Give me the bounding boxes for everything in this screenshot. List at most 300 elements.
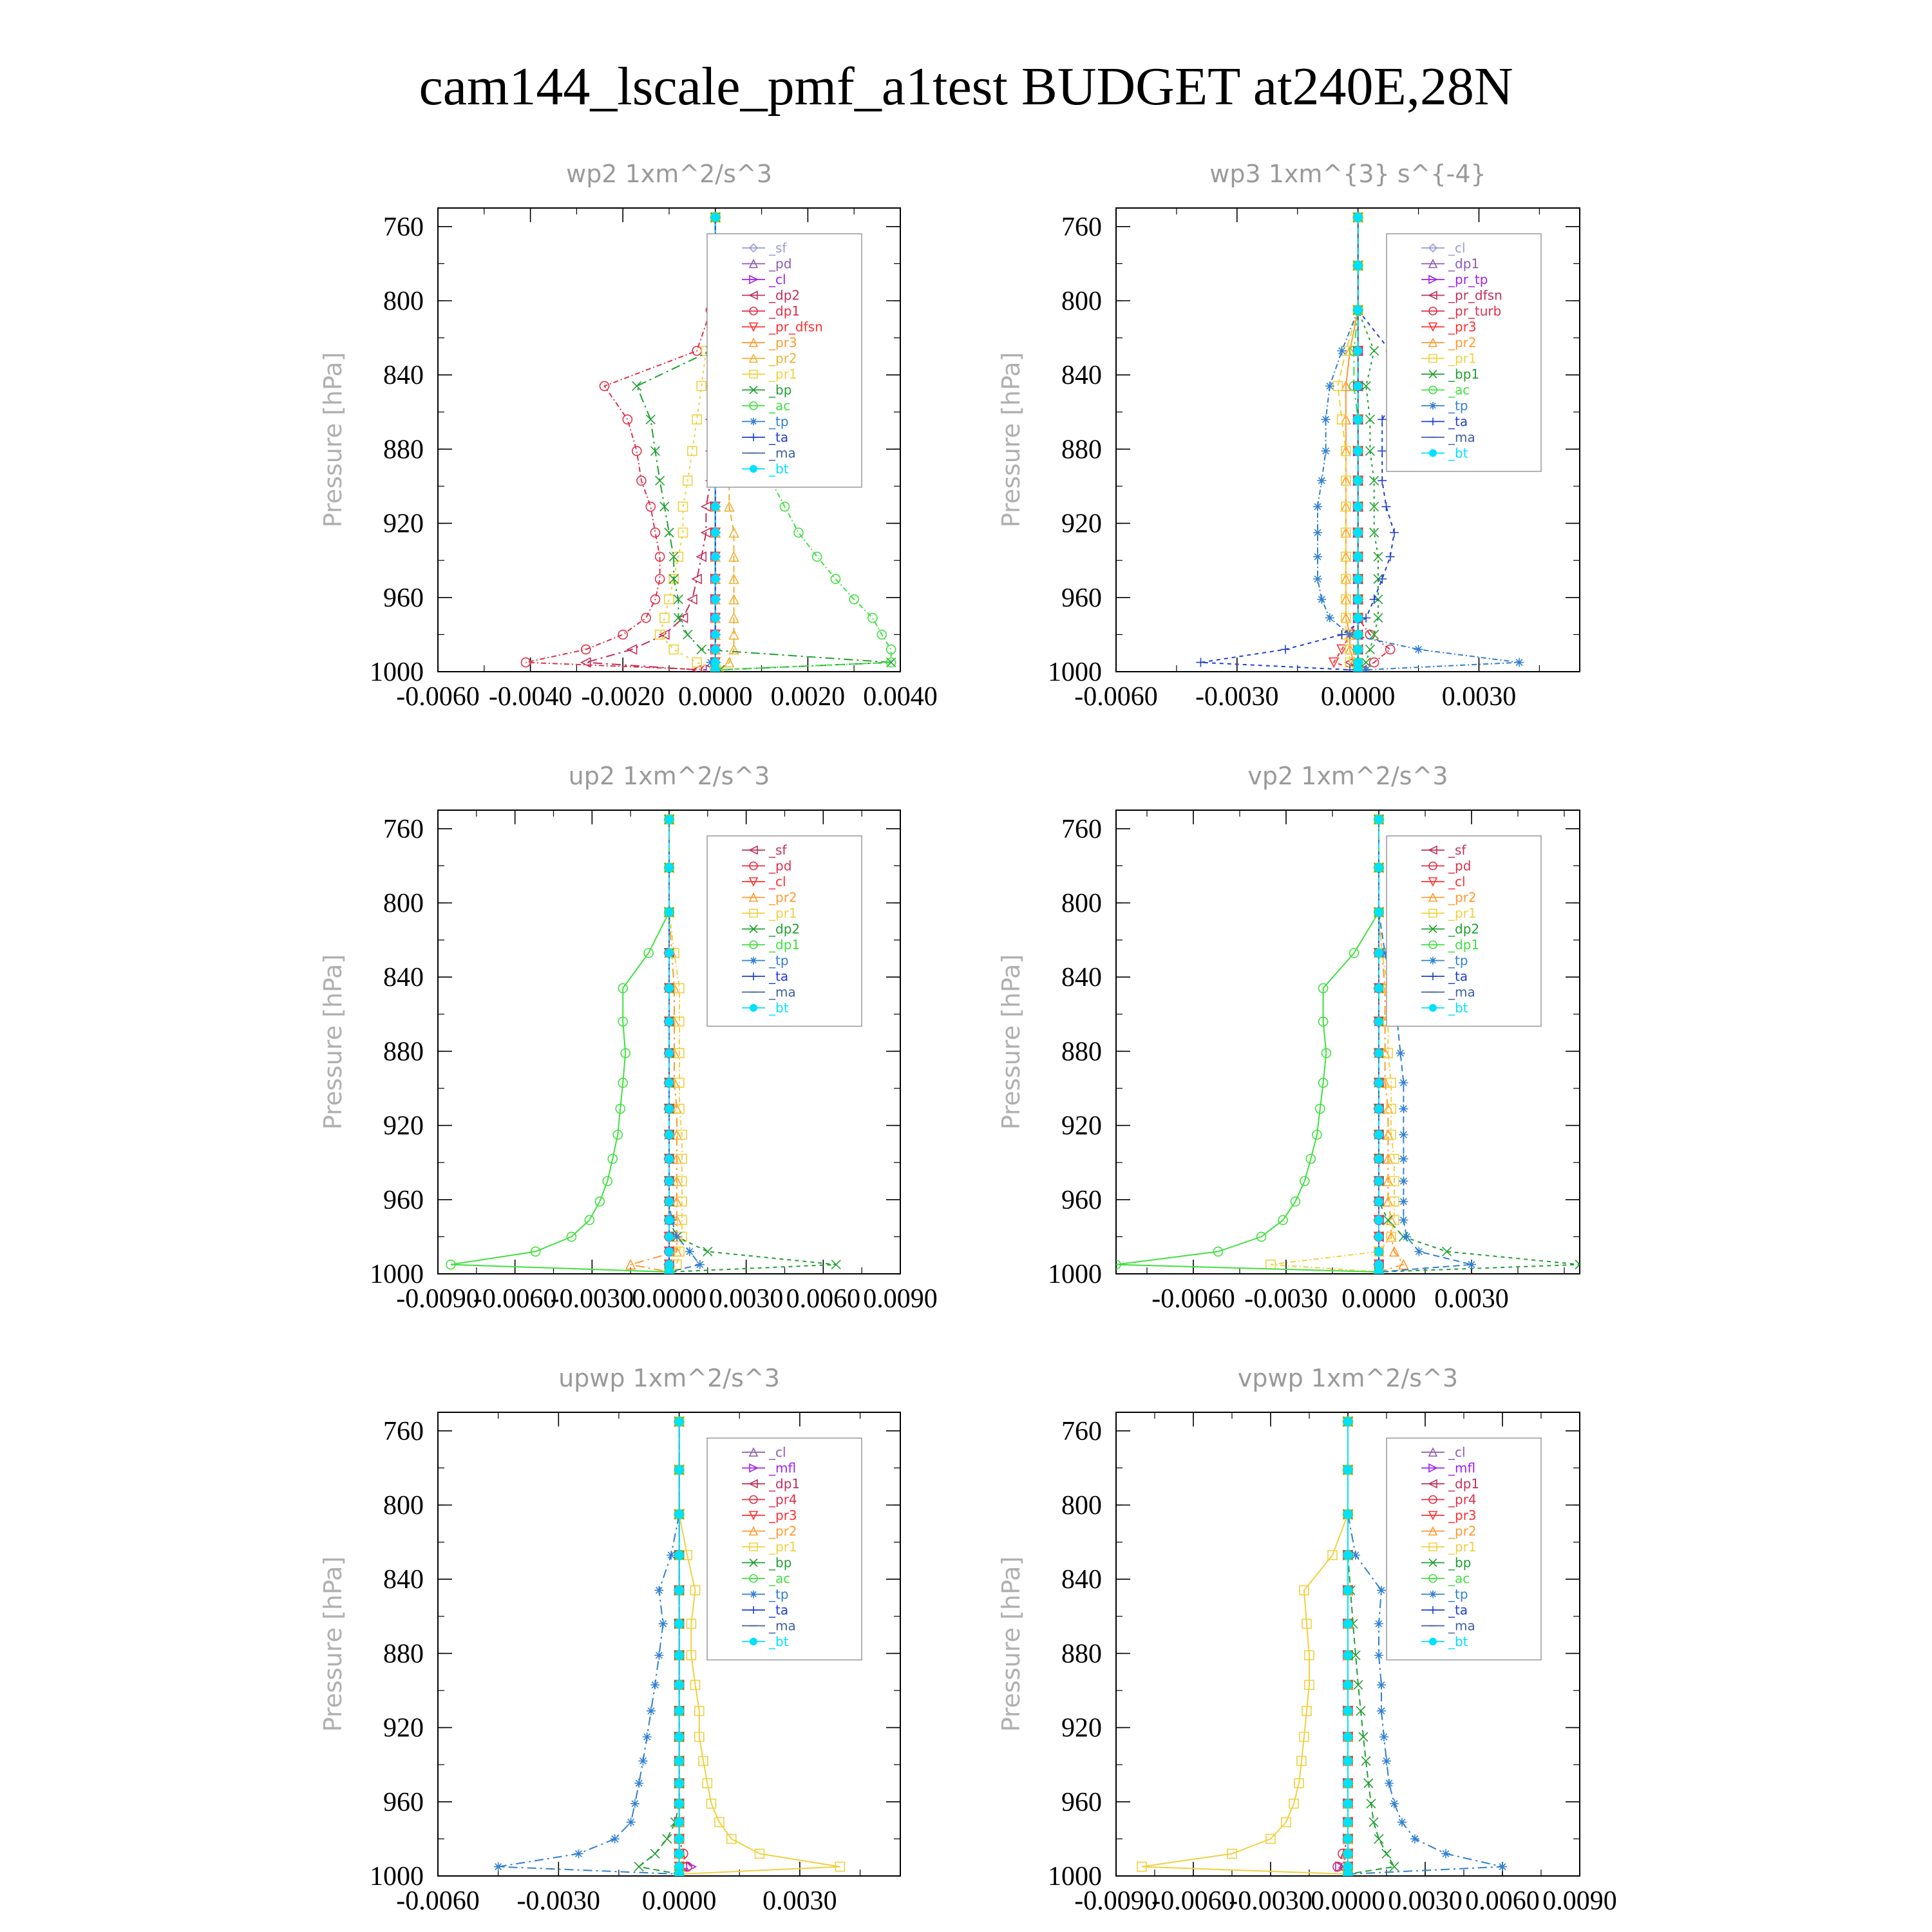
data-point [665,1247,674,1256]
legend [1387,836,1541,1027]
x-tick-label: 0.0030 [762,1886,837,1916]
data-point [675,1849,684,1858]
legend-label: _tp [769,1586,789,1602]
legend-label: _pr_turb [1448,303,1502,319]
data-point [494,1862,503,1871]
data-point [868,613,877,622]
legend-label: _bt [1448,1634,1468,1649]
data-point [1399,1130,1408,1139]
y-tick-label: 800 [1061,287,1102,316]
legend-label: _pr_dfsn [1448,287,1502,303]
legend-label: _bp1 [1448,366,1480,382]
legend-label: _pd [1448,858,1472,874]
y-tick-label: 840 [383,361,424,391]
legend-label: _tp [769,952,789,969]
data-point [1410,1834,1419,1843]
data-point [1399,1177,1408,1186]
x-tick-label: 0.0030 [1434,1284,1509,1314]
data-point [1385,1779,1394,1788]
data-point [1370,595,1379,604]
x-tick-label: -0.0060 [1151,1886,1235,1916]
data-point [831,1260,840,1269]
data-point [675,1551,684,1560]
chart-panels [319,160,1617,1916]
y-tick-label: 840 [1061,1565,1102,1595]
data-point [697,381,706,390]
legend-label: _ta [769,430,789,445]
data-point [1386,645,1395,654]
data-point [675,1619,684,1628]
data-point [574,1849,583,1858]
x-tick-label: -0.0060 [396,1886,480,1916]
data-point [1374,1048,1383,1057]
data-point [1374,1232,1383,1241]
x-tick-label: 0.0000 [1341,1284,1416,1314]
data-point [1386,552,1395,561]
legend-marker [1429,402,1437,410]
x-tick-label: 0.0000 [641,1886,717,1916]
y-axis-label: Pressure [hPa] [319,954,347,1130]
y-tick-label: 920 [1061,1713,1102,1743]
data-point [1321,446,1331,455]
data-point [1354,346,1363,355]
y-tick-label: 880 [383,435,424,465]
data-point [1374,1651,1383,1660]
data-point [1374,907,1383,916]
data-point [1325,613,1334,622]
series-line-pr1 [1142,1421,1348,1874]
legend-label: _dp1 [1448,1476,1480,1492]
data-point [1354,613,1363,622]
data-point [646,415,655,424]
data-point [1374,613,1383,622]
data-point [665,1017,674,1026]
series-line-bp [639,1421,679,1874]
data-point [1498,1862,1507,1871]
y-tick-label: 760 [1061,1416,1102,1446]
data-point [711,630,720,639]
x-tick-label: -0.0020 [581,682,665,712]
legend-label: _sf [769,842,787,858]
legend-label: _bt [769,1634,789,1649]
data-point [660,613,669,622]
page-title: cam144_lscale_pmf_a1test BUDGET at240E,28N [419,57,1513,117]
data-point [1343,1732,1352,1741]
data-point [1378,574,1387,583]
y-tick-label: 960 [1061,1185,1102,1215]
data-point [1354,213,1363,222]
data-point [1515,658,1524,667]
data-point [665,983,674,992]
y-axis-label: Pressure [hPa] [997,352,1025,528]
legend-label: _ta [1448,413,1468,430]
legend-label: _tp [1448,1586,1468,1602]
data-point [650,1849,659,1858]
legend-marker [1429,957,1437,965]
y-tick-label: 920 [1061,1111,1102,1141]
data-point [665,1232,674,1241]
legend [1387,1438,1541,1660]
y-tick-label: 840 [383,963,424,993]
data-point [1313,502,1322,511]
x-tick-label: 0.0030 [708,1284,784,1314]
data-point [688,595,697,604]
data-point [1354,665,1363,674]
x-tick-label: -0.0040 [488,682,573,712]
data-point [1354,415,1363,424]
legend-label: _pr1 [1448,905,1477,921]
y-tick-label: 1000 [370,1862,424,1891]
y-tick-label: 920 [383,509,424,539]
data-point [711,213,720,222]
data-point [1354,502,1363,511]
data-point [1390,528,1399,537]
data-point [1313,528,1322,537]
data-point [656,574,665,583]
legend-label: _ma [769,1618,796,1634]
data-point [1374,1197,1383,1206]
data-point [1354,552,1363,561]
legend-label: _ta [769,1602,789,1618]
y-tick-label: 960 [1061,583,1102,613]
data-point [1343,1817,1352,1826]
data-point [1343,1680,1352,1689]
series-line-dp1 [526,217,715,670]
data-point [1281,645,1290,654]
chart-title: upwp 1xm^2/s^3 [558,1364,780,1392]
data-point [1354,261,1363,270]
y-axis-label: Pressure [hPa] [997,1556,1025,1732]
data-point [696,1260,705,1269]
data-point [1374,1154,1383,1163]
data-point [711,595,720,604]
data-point [632,381,641,390]
data-point [663,1834,672,1843]
x-tick-label: -0.0030 [1244,1284,1328,1314]
data-point [654,1651,663,1660]
data-point [1377,1707,1386,1716]
data-point [665,1104,674,1113]
legend-label: _sf [769,240,787,256]
legend-label: _cl [769,874,786,889]
data-point [692,574,701,583]
legend-label: _ma [769,445,796,461]
x-tick-label: -0.0030 [1229,1886,1312,1916]
data-point [1399,1215,1408,1224]
data-point [1343,1834,1352,1843]
data-point [683,630,692,639]
y-tick-label: 760 [383,212,424,242]
legend-label: _mfl [1448,1460,1476,1476]
x-tick-label: 0.0000 [678,682,753,712]
y-tick-label: 760 [383,814,424,844]
data-point [1377,1680,1386,1689]
legend-label: _mfl [769,1460,797,1476]
data-point [1374,863,1383,872]
data-point [1365,645,1374,654]
data-point [647,1707,656,1716]
y-axis-label: Pressure [hPa] [319,352,347,528]
legend-marker [1429,1638,1437,1645]
data-point [665,1154,674,1163]
data-point [1354,645,1363,654]
legend-label: _ma [1448,984,1475,1000]
data-point [1397,1817,1406,1826]
data-point [665,1177,674,1186]
y-tick-label: 1000 [370,658,424,687]
data-point [646,502,655,511]
data-point [656,476,665,485]
y-tick-label: 880 [383,1037,424,1067]
x-tick-label: 0.0090 [1542,1886,1617,1916]
legend-label: _cl [1448,874,1466,889]
legend-label: _bt [1448,445,1468,461]
data-point [1354,630,1363,639]
data-point [654,1586,663,1595]
data-point [665,863,674,872]
chart-panel-4 [997,762,1584,1314]
chart-panel-2 [997,160,1580,712]
data-point [675,1756,684,1765]
y-tick-label: 960 [383,1185,424,1215]
data-point [1374,1078,1383,1087]
data-point [1354,381,1363,390]
data-point [1317,595,1326,604]
legend-label: _pr2 [769,1523,797,1539]
data-point [1361,665,1370,674]
legend-label: _bt [1448,1000,1468,1016]
data-point [650,1680,659,1689]
legend-label: _pr1 [1448,350,1477,366]
data-point [1378,476,1387,485]
legend-label: _pr3 [1448,319,1477,335]
data-point [638,1756,647,1765]
data-point [665,1215,674,1224]
data-point [1343,1756,1352,1765]
data-point [1343,1465,1352,1474]
data-point [1354,446,1363,455]
data-point [669,574,678,583]
chart-title: vpwp 1xm^2/s^3 [1237,1364,1459,1392]
data-point [627,1817,636,1826]
x-tick-label: 0.0030 [1388,1886,1463,1916]
y-axis-label: Pressure [hPa] [319,1556,347,1732]
y-tick-label: 920 [383,1111,424,1141]
legend-label: _ma [1448,430,1475,445]
legend-label: _dp1 [1448,256,1480,272]
data-point [641,613,650,622]
y-tick-label: 760 [1061,814,1102,844]
y-tick-label: 800 [383,889,424,918]
data-point [1374,1104,1383,1113]
data-point [672,1232,681,1241]
x-tick-label: 0.0040 [863,682,938,712]
legend-label: _tp [1448,398,1468,413]
data-point [665,1267,674,1276]
data-point [1377,1586,1386,1595]
data-point [711,613,720,622]
data-point [1379,1732,1388,1741]
x-tick-label: -0.0030 [516,1886,601,1916]
data-point [1441,1849,1450,1858]
y-tick-label: 920 [1061,509,1102,539]
data-point [665,815,674,824]
legend-label: _bt [769,1000,789,1016]
x-tick-label: -0.0060 [396,682,480,712]
data-point [1374,552,1383,561]
x-tick-label: -0.0030 [1195,682,1279,712]
data-point [675,1586,684,1595]
chart-panel-5 [319,1364,900,1916]
data-point [813,552,822,561]
data-point [675,1707,684,1716]
data-point [1343,1417,1352,1426]
data-point [634,1862,643,1871]
data-point [1343,1707,1352,1716]
y-tick-label: 840 [383,1565,424,1595]
x-tick-label: 0.0000 [1311,1886,1385,1916]
data-point [675,1799,684,1808]
legend-label: _dp2 [769,287,800,303]
legend-label: _ac [769,398,791,413]
legend-label: _cl [1448,1444,1466,1460]
data-point [1374,1177,1383,1186]
data-point [1351,1551,1360,1560]
y-tick-label: 880 [1061,435,1102,465]
data-point [1369,1817,1378,1826]
y-tick-label: 880 [383,1639,424,1669]
legend-label: _pr3 [769,335,797,350]
data-point [1321,415,1331,424]
data-point [675,1834,684,1843]
legend-label: _pd [769,256,792,272]
legend-label: _pr2 [1448,335,1477,350]
chart-title: wp2 1xm^2/s^3 [566,160,772,188]
legend-label: _pd [769,858,792,874]
data-point [1399,1104,1408,1113]
y-tick-label: 800 [383,287,424,316]
data-point [665,1197,674,1206]
data-point [675,1680,684,1689]
data-point [1338,630,1347,639]
legend-label: _bp [769,382,792,398]
data-point [1382,1849,1391,1858]
legend-label: _cl [1448,240,1466,256]
legend-label: _ta [1448,1602,1468,1618]
data-point [1354,528,1363,537]
data-point [623,415,632,424]
data-point [634,1779,643,1788]
data-point [1196,658,1205,667]
y-tick-label: 960 [383,1787,424,1817]
legend-label: _dp1 [769,303,800,319]
data-point [675,1779,684,1788]
data-point [794,528,803,537]
data-point [665,907,674,916]
data-point [675,1651,684,1660]
data-point [1383,1215,1392,1224]
data-point [630,1799,639,1808]
x-tick-label: -0.0090 [396,1284,480,1314]
legend-label: _pr2 [769,889,797,905]
y-tick-label: 840 [1061,361,1102,391]
data-point [1382,1756,1391,1765]
data-point [1374,949,1383,958]
data-point [1399,1078,1408,1087]
legend-label: _pr_tp [1448,272,1488,287]
data-point [1374,1834,1383,1843]
data-point [1343,1779,1352,1788]
chart-panel-6 [997,1364,1617,1916]
data-point [675,1817,684,1826]
legend-marker [1429,1004,1437,1012]
series-line-dp2 [586,217,720,670]
legend-label: _ma [769,984,796,1000]
chart-title: vp2 1xm^2/s^3 [1247,762,1448,790]
data-point [1374,1130,1383,1139]
y-tick-label: 880 [1061,1037,1102,1067]
y-tick-label: 840 [1061,963,1102,993]
series-line-dp1 [1116,819,1379,1272]
data-point [1343,1651,1352,1660]
data-point [1374,815,1383,824]
x-tick-label: -0.0090 [1074,1886,1158,1916]
data-point [1343,1551,1352,1560]
data-point [1343,1799,1352,1808]
data-point [711,552,720,561]
data-point [675,1510,684,1519]
legend-label: _pr2 [769,350,797,366]
legend-label: _ma [1448,1618,1475,1634]
data-point [632,446,641,455]
data-point [1467,1260,1476,1269]
data-point [711,528,720,537]
data-point [1414,645,1423,654]
series-line-ta [1201,217,1403,670]
data-point [1374,983,1383,992]
legend [707,836,862,1027]
data-point [711,502,720,511]
data-point [675,1732,684,1741]
legend-label: _pr4 [1448,1492,1477,1508]
legend-label: _pr1 [769,1539,797,1555]
data-point [697,645,706,654]
data-point [1374,1247,1383,1256]
data-point [1343,1586,1352,1595]
data-point [618,630,627,639]
data-point [1374,1017,1383,1026]
data-point [1343,1619,1352,1628]
data-point [1354,574,1363,583]
y-tick-label: 920 [383,1713,424,1743]
data-point [711,574,720,583]
legend-marker [750,1638,757,1645]
legend-label: _bt [769,461,789,477]
legend-label: _bp [1448,1555,1472,1571]
legend-label: _dp1 [769,1476,800,1492]
data-point [711,645,720,654]
y-tick-label: 880 [1061,1639,1102,1669]
x-tick-label: 0.0000 [632,1284,706,1314]
data-point [1354,305,1363,314]
y-tick-label: 760 [1061,212,1102,242]
data-point [665,1130,674,1139]
x-tick-label: -0.0060 [1074,682,1158,712]
data-point [675,1417,684,1426]
legend-marker [750,957,757,965]
data-point [1365,446,1374,455]
legend-label: _pr2 [1448,1523,1477,1539]
